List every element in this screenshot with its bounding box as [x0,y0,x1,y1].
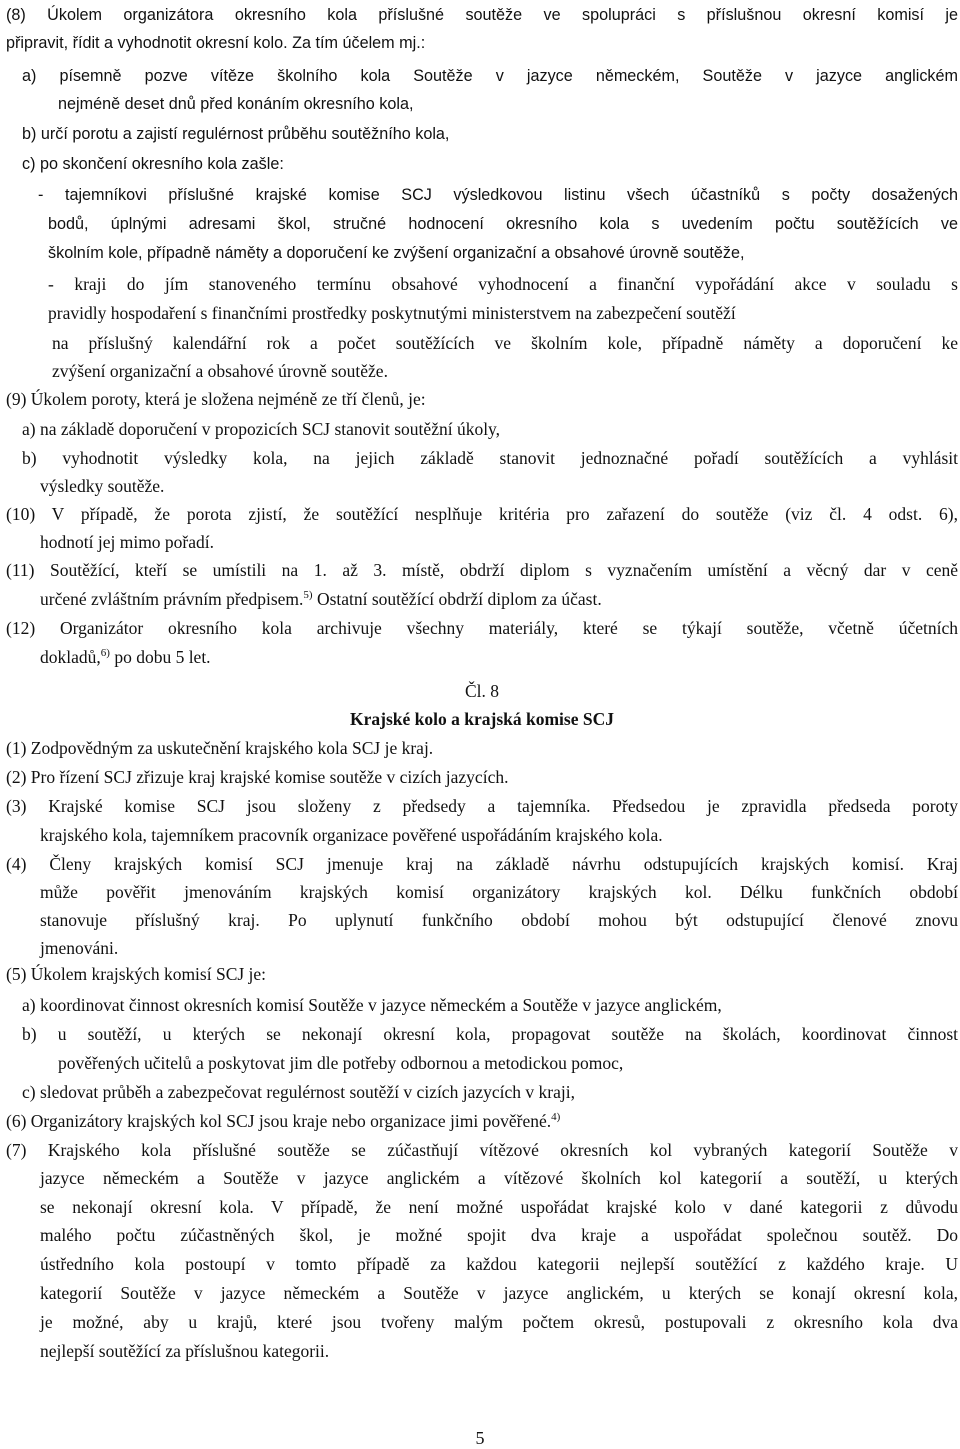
text-line: stanovuje příslušný kraj. Po uplynutí funkčního období mohou být odstupující členové znovu [40,910,958,930]
text-line: a) písemně pozve vítěze školního kola Soutěže v jazyce německém, Soutěže v jazyce anglickém [22,67,958,85]
text-line: c) sledovat průběh a zabezpečovat regulérnost soutěží v cizích jazycích v kraji, [22,1082,575,1102]
text-segment: určené zvláštním právním předpisem. [40,589,304,609]
text-line: (2) Pro řízení SCJ zřizuje kraj krajské komise soutěže v cizích jazycích. [6,767,509,787]
text-line: ústředního kola postoupí v tomto případě za každou kategorii nejlepší soutěžící z každého kraje. U [40,1254,958,1274]
page-number: 5 [475,1428,485,1448]
text-line: pověřených učitelů a poskytovat jim dle potřeby odbornou a metodickou pomoc, [58,1053,624,1073]
text-line: se nekonají okresní kola. V případě, že není možné uspořádat krajské kolo v dané kategorii z důvodu [40,1197,958,1217]
text-line: a) koordinovat činnost okresních komisí Soutěže v jazyce německém a Soutěže v jazyce anglickém, [22,995,722,1015]
text-line: bodů, úplnými adresami škol, stručné hodnocení okresního kola s uvedením počtu soutěžících ve [48,215,958,233]
text-line: b) vyhodnotit výsledky kola, na jejich základě stanovit jednoznačné pořadí soutěžících a vyhlásit [22,448,958,468]
text-line [6,1110,560,1132]
text-line: nejméně deset dnů před konáním okresního kola, [58,95,414,113]
heading-line: Krajské kolo a krajská komise SCJ [350,709,614,729]
text-line [40,588,602,610]
text-line: malého počtu zúčastněných škol, je možné spojit dva kraje a uspořádat společnou soutěž. Do [40,1225,958,1245]
text-line: (12) Organizátor okresního kola archivuje všechny materiály, které se týkají soutěže, včetně účetních [6,618,958,638]
text-line: b) u soutěží, u kterých se nekonají okresní kola, propagovat soutěže na školách, koordinovat činnost [22,1024,958,1044]
text-line: (3) Krajské komise SCJ jsou složeny z předsedy a tajemníka. Předsedou je zpravidla předseda poroty [6,796,958,816]
text-line: (10) V případě, že porota zjistí, že soutěžící nesplňuje kritéria pro zařazení do soutěže (viz čl. 4 odst. 6), [6,504,958,524]
text-line: nejlepší soutěžící za příslušnou kategorii. [40,1341,330,1361]
text-segment: po dobu 5 let. [109,647,211,667]
text-line: může pověřit jmenováním krajských komisí organizátory krajských kol. Délku funkčních období [40,882,958,902]
text-line: zvýšení organizační a obsahové úrovně soutěže. [52,361,388,381]
text-line: na příslušný kalendářní rok a počet soutěžících ve školním kole, případně náměty a doporučení ke [52,333,958,353]
heading-line: Čl. 8 [464,681,500,701]
text-line: jmenováni. [40,938,119,958]
text-line: - kraji do jím stanoveného termínu obsahové vyhodnocení a finanční vypořádání akce v souladu s [48,274,958,294]
text-line: (7) Krajského kola příslušné soutěže se zúčastňují vítězové okresních kol vybraných kategorií Soutěže v [6,1140,958,1160]
text-line: (4) Členy krajských komisí SCJ jmenuje kraj na základě návrhu odstupujících krajských komisí. Kraj [6,854,958,874]
text-segment: dokladů, [40,647,101,667]
text-line: kategorií Soutěže v jazyce německém a Soutěže v jazyce anglickém, u kterých se konají okresní kola, [40,1283,958,1303]
footnote-reference: 4) [551,1111,561,1123]
text-line: školním kole, případně náměty a doporučení ke zvýšení organizační a obsahové úrovně soutěže, [48,244,745,262]
text-line: krajského kola, tajemníkem pracovník organizace pověřené uspořádáním krajského kola. [40,825,663,845]
text-line: - tajemníkovi příslušné krajské komise SCJ výsledkovou listinu všech účastníků s počty dosažených [38,186,958,204]
text-line: (9) Úkolem poroty, která je složena nejméně ze tří členů, je: [6,389,426,409]
text-line: připravit, řídit a vyhodnotit okresní kolo. Za tím účelem mj.: [6,34,426,52]
text-segment: Ostatní soutěžící obdrží diplom za účast. [312,589,602,609]
text-line: je možné, aby u krajů, které jsou tvořeny malým počtem okresů, postupovali z okresního kola dva [40,1312,958,1332]
text-line: (5) Úkolem krajských komisí SCJ je: [6,964,267,984]
text-line: výsledky soutěže. [40,476,165,496]
text-line: pravidly hospodaření s finančními prostředky poskytnutými ministerstvem na zabezpečení soutěží [48,303,736,323]
text-segment: (6) Organizátory krajských kol SCJ jsou kraje nebo organizace jimi pověřené. [6,1111,552,1131]
text-line: jazyce německém a Soutěže v jazyce anglickém a vítězové školních kol kategorií a soutěží, u kterých [40,1168,958,1188]
text-line: b) určí porotu a zajistí regulérnost průběhu soutěžního kola, [22,125,450,143]
text-line: hodnotí jej mimo pořadí. [40,532,215,552]
text-line: a) na základě doporučení v propozicích SCJ stanovit soutěžní úkoly, [22,419,501,439]
footnote-reference: 5) [303,589,313,601]
footnote-reference: 6) [100,647,110,659]
text-line: (1) Zodpovědným za uskutečnění krajského kola SCJ je kraj. [6,738,434,758]
text-line: (11) Soutěžící, kteří se umístili na 1. až 3. místě, obdrží diplom s vyznačením umístění a věcný dar v ceně [6,560,958,580]
text-line [40,646,211,668]
text-line: c) po skončení okresního kola zašle: [22,155,284,173]
text-line: (8) Úkolem organizátora okresního kola příslušné soutěže ve spolupráci s příslušnou okresní komisí je [6,6,958,24]
